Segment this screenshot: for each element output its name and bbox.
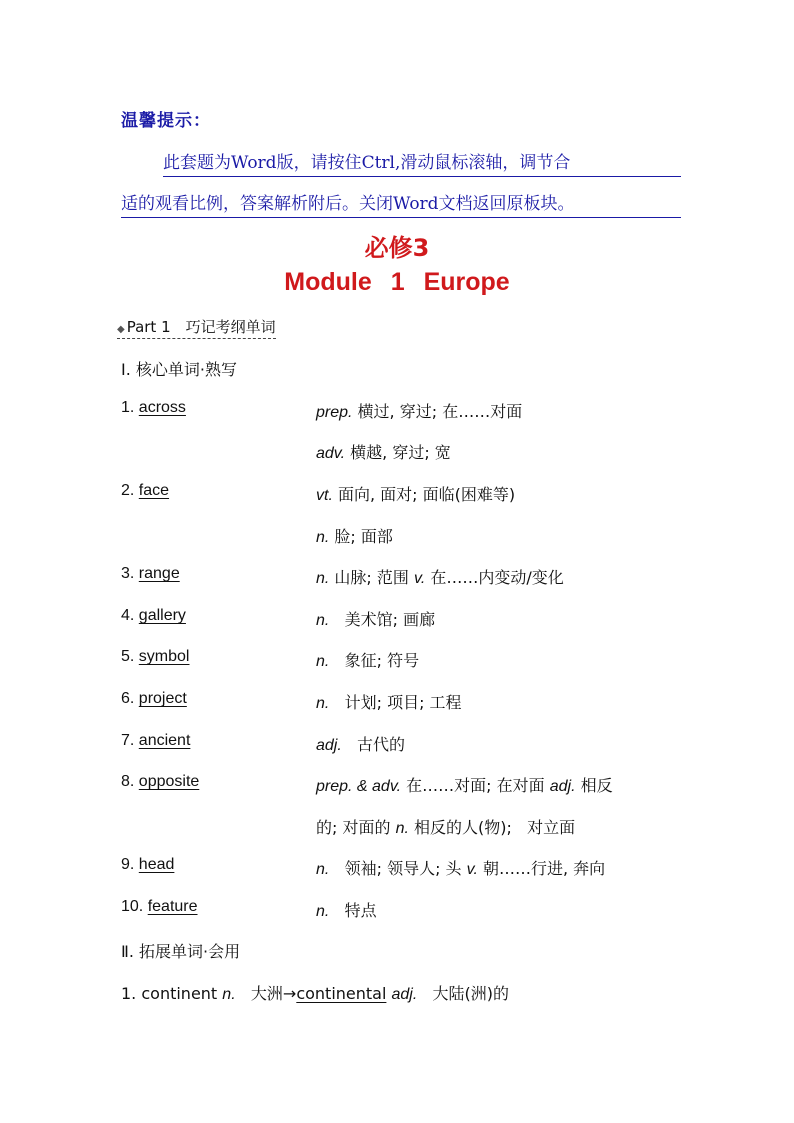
vocab-word: project — [138, 690, 187, 707]
vocab-def: n. 领袖; 领导人; 头 v. 朝……行进, 奔向 — [316, 859, 606, 878]
vocab-def: n. 计划; 项目; 工程 — [316, 693, 462, 712]
vocab-def: n. 特点 — [316, 901, 377, 920]
vocab-def: n. 象征; 符号 — [316, 651, 420, 670]
vocab-item-8: 8. opposite — [121, 773, 200, 790]
vocab-def: n. 美术馆; 画廊 — [316, 610, 436, 629]
vocab-item-6: 6. project — [121, 690, 187, 707]
vocab-word: gallery — [138, 607, 186, 624]
extension-item-1: 1. continent n. 大洲→continental adj. 大陆(洲)的 — [121, 984, 510, 1003]
vocab-def: n. 脸; 面部 — [316, 527, 393, 546]
vocab-word: across — [138, 399, 186, 416]
module-title: Module 1 Europe — [284, 268, 510, 296]
tip-line-2: 适的观看比例，答案解析附后。关闭Word文档返回原板块。 — [121, 189, 681, 218]
vocab-word: head — [138, 856, 175, 873]
vocab-word: face — [138, 482, 170, 499]
vocab-word: opposite — [138, 773, 200, 790]
diamond-icon: ◆ — [117, 324, 125, 335]
vocab-item-4: 4. gallery — [121, 607, 186, 624]
vocab-def: prep. 横过, 穿过; 在……对面 — [316, 402, 523, 421]
vocab-item-7: 7. ancient — [121, 732, 191, 749]
vocab-word: feature — [147, 898, 198, 915]
vocab-def: adv. 横越, 穿过; 宽 — [316, 443, 451, 462]
vocab-def: vt. 面向, 面对; 面临(困难等) — [316, 485, 516, 504]
vocab-item-1: 1. across — [121, 399, 186, 416]
vocab-def: n. 山脉; 范围 v. 在……内变动/变化 — [316, 568, 564, 587]
vocab-item-9: 9. head — [121, 856, 175, 873]
part1-heading — [117, 316, 276, 339]
vocab-def: prep. & adv. 在……对面; 在对面 adj. 相反 — [316, 776, 613, 795]
vocab-item-10: 10. feature — [121, 898, 198, 915]
tip-line-1: 此套题为Word版，请按住Ctrl,滑动鼠标滚轴，调节合 — [163, 148, 681, 177]
vocab-word: ancient — [138, 732, 191, 749]
section2-heading: Ⅱ. 拓展单词·会用 — [121, 942, 241, 961]
book-title: 必修3 — [364, 234, 430, 262]
vocab-def: adj. 古代的 — [316, 735, 406, 754]
vocab-item-5: 5. symbol — [121, 648, 190, 665]
vocab-word: symbol — [138, 648, 190, 665]
vocab-item-2: 2. face — [121, 482, 170, 499]
section1-heading: Ⅰ. 核心单词·熟写 — [121, 360, 237, 379]
vocab-item-3: 3. range — [121, 565, 180, 582]
vocab-word: range — [138, 565, 180, 582]
tip-title: 温馨提示： — [121, 111, 211, 131]
part1-label: Part 1 巧记考纲单词 — [126, 318, 276, 336]
answer-word: continental — [296, 984, 387, 1003]
vocab-def: 的; 对面的 n. 相反的人(物); 对立面 — [316, 818, 576, 837]
